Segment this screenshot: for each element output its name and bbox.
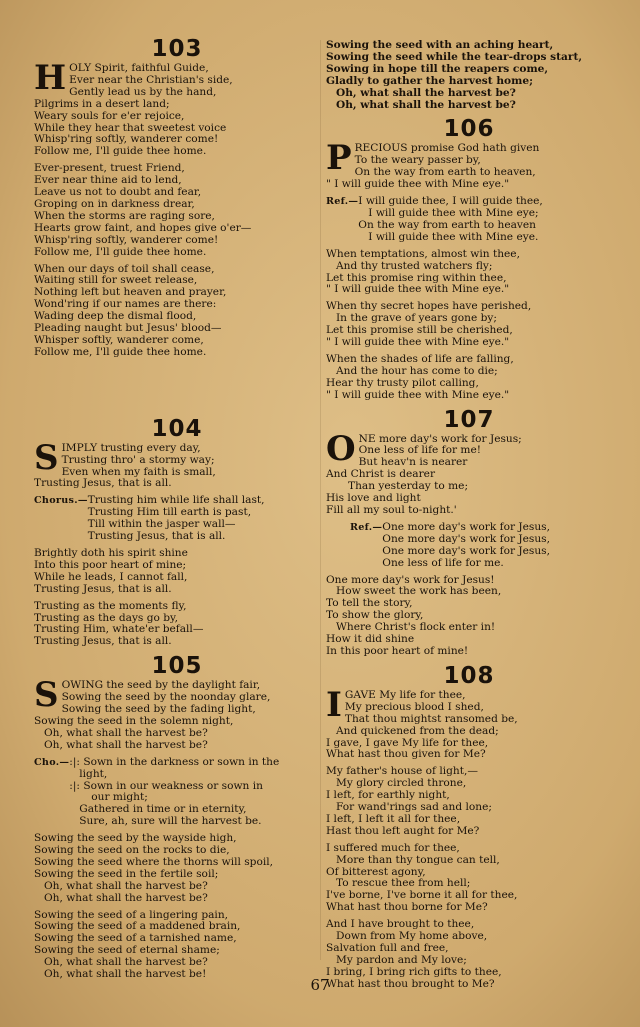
verse-line: On the way from earth to heaven, [354, 166, 536, 179]
verse-line: I bring, I bring rich gifts to thee, [326, 965, 502, 978]
verse-line: Sowing the seed of a maddened brain, [34, 920, 241, 933]
verse-line: More than thy tongue can tell, [336, 853, 500, 866]
hymn-number: 104 [151, 415, 203, 442]
first-line: OLY Spirit, faithful Guide, [69, 62, 209, 74]
verse-line: My precious blood I shed, [344, 700, 484, 713]
verse-line: Sowing the seed with an aching heart, [326, 39, 554, 51]
verse-line: " I will guide thee with Mine eye." [326, 336, 510, 349]
drop-cap: S [34, 437, 59, 478]
verse-line: Sowing the seed in the solemn night, [34, 714, 234, 727]
verse-line: Ever near thine aid to lend, [34, 174, 182, 187]
verse-line: I left, I left it all for thee, [326, 812, 461, 825]
verse-line: our might; [91, 791, 148, 804]
verse-line: Trusting Jesus, that is all. [34, 477, 172, 490]
verse-line: Let this promise ring within thee, [326, 271, 507, 284]
verse-line: When temptations, almost win thee, [326, 247, 520, 260]
verse-line: Follow me, I'll guide thee home. [34, 345, 207, 358]
hymn-number: 103 [151, 36, 203, 62]
verse-line: Follow me, I'll guide thee home. [34, 245, 207, 258]
verse-line: Follow me, I'll guide thee home. [34, 145, 207, 158]
chorus-label: Ref.— [326, 196, 359, 208]
verse-line: Sowing the seed while the tear-drops start, [326, 50, 583, 63]
verse-line: And the hour has come to die; [336, 364, 498, 377]
verse-line: Even when my faith is small, [61, 465, 216, 478]
stanza [34, 437, 320, 491]
verse-line: Nothing left but heaven and prayer, [34, 286, 227, 299]
hymn-105 [34, 653, 320, 981]
verse-line: That thou mightst ransomed be, [344, 712, 518, 725]
stanza [326, 301, 612, 349]
chorus [326, 522, 612, 570]
verse-line: While he leads, I cannot fall, [34, 570, 188, 583]
verse-line: " I will guide thee with Mine eye." [326, 283, 510, 296]
verse-line: Sowing the seed of eternal shame; [34, 944, 220, 957]
verse-line: Ever near the Christian's side, [69, 73, 233, 86]
stanza [34, 264, 320, 359]
verse-line: Sowing the seed where the thorns will spoil, [34, 855, 273, 868]
stanza [34, 910, 320, 981]
verse-line: One more day's work for Jesus, [382, 520, 550, 533]
chorus [34, 495, 320, 543]
chorus [34, 757, 320, 828]
verse-line: One less of life for me! [358, 444, 481, 457]
hymn-number: 105 [151, 653, 203, 680]
stanza [326, 843, 612, 914]
verse-line: One less of life for me. [382, 556, 504, 569]
first-line: RECIOUS promise God hath given [354, 142, 540, 155]
verse-line: When thy secret hopes have perished, [326, 300, 532, 313]
verse-line: Trusting Jesus, that is all. [87, 530, 226, 543]
verse-line: Sowing in hope till the reapers come, [326, 62, 549, 75]
verse-line: Pilgrims in a desert land; [34, 97, 170, 110]
stanza [326, 766, 612, 837]
chorus-label: Chorus.— [34, 495, 88, 507]
verse-line: Pleading naught but Jesus' blood— [34, 322, 222, 335]
first-line: NE more day's work for Jesus; [358, 432, 522, 445]
verse-line: Trusting Jesus, that is all. [34, 635, 172, 648]
verse-line: Hearts grow faint, and hopes give o'er— [34, 221, 252, 234]
verse-line: I've borne, I've borne it all for thee, [326, 889, 518, 902]
verse-line: Hear thy trusty pilot calling, [326, 376, 479, 389]
verse-line: To show the glory, [326, 609, 424, 622]
hymn-105-continued [326, 40, 612, 111]
verse-line: Oh, what shall the harvest be? [336, 98, 516, 111]
verse-line: While they hear that sweetest voice [34, 121, 227, 134]
verse-line: light, [79, 767, 108, 780]
verse-line: Trusting him while life shall last, [87, 494, 265, 507]
verse-line: When our days of toil shall cease, [34, 262, 215, 275]
verse-line: Brightly doth his spirit shine [34, 547, 188, 559]
verse-line: :|: Sown in our weakness or sown in [69, 779, 263, 792]
stanza [326, 428, 612, 517]
stanza [34, 58, 320, 158]
verse-line: Fill all my soul to-night.' [326, 504, 457, 516]
verse-line: Gently lead us by the hand, [69, 85, 217, 98]
verse-line: Weary souls for e'er rejoice, [34, 109, 185, 122]
verse-line: Trusting thro' a stormy way; [61, 453, 215, 466]
stanza [34, 675, 320, 751]
verse-line: Trusting as the days go by, [34, 611, 178, 624]
stanza [34, 163, 320, 258]
verse-line: Groping on in darkness drear, [34, 197, 195, 210]
verse-line: Down from My home above, [336, 930, 488, 943]
verse-line: Trusting as the moments fly, [34, 599, 187, 612]
chorus [326, 196, 612, 244]
verse-line: Wading deep the dismal flood, [34, 310, 197, 323]
hymn-107 [326, 407, 612, 658]
verse-line: To the weary passer by, [354, 154, 481, 167]
verse-line: My father's house of light,— [326, 765, 478, 778]
page-number: 67 [310, 976, 330, 994]
verse-line: And Christ is dearer [326, 468, 436, 481]
verse-line: And thy trusted watchers fly; [336, 259, 493, 272]
verse-line: And quickened from the dead; [336, 724, 499, 737]
verse-line: On the way from earth to heaven [358, 218, 536, 231]
verse-line: I will guide thee with Mine eye; [368, 206, 539, 219]
stanza [326, 138, 612, 191]
verse-line: Trusting Him till earth is past, [87, 506, 252, 519]
drop-cap: P [326, 138, 352, 179]
hymn-number: 108 [443, 662, 495, 689]
verse-line: Oh, what shall the harvest be? [44, 879, 208, 892]
verse-line: Oh, what shall the harvest be? [44, 726, 208, 739]
verse-line: One more day's work for Jesus, [382, 532, 550, 545]
stanza [326, 354, 612, 402]
column-divider [320, 40, 321, 960]
verse-line: I will guide thee with Mine eye. [368, 230, 539, 243]
drop-cap: I [326, 684, 342, 725]
verse-line: Whisp'ring softly, wanderer come! [34, 233, 219, 246]
verse-line: My pardon and My love; [336, 953, 467, 966]
hymn-104 [34, 416, 320, 649]
verse-line: When the storms are raging sore, [34, 209, 215, 222]
verse-line: I left, for earthly night, [326, 789, 450, 802]
verse-line: What hast thou brought to Me? [326, 977, 495, 990]
stanza [326, 249, 612, 297]
verse-line: I gave, I gave My life for thee, [326, 736, 489, 749]
drop-cap: O [326, 428, 356, 469]
stanza [326, 684, 612, 761]
verse-line: I will guide thee, I will guide thee, [358, 195, 543, 208]
verse-line: In the grave of years gone by; [336, 312, 497, 325]
verse-line: Of bitterest agony, [326, 865, 426, 878]
verse-line: Sowing the seed on the rocks to die, [34, 844, 230, 857]
verse-line: Salvation full and free, [326, 942, 449, 954]
verse-line: :|: Sown in the darkness or sown in the [69, 755, 280, 768]
hymn-number: 107 [443, 406, 495, 433]
verse-line: Into this poor heart of mine; [34, 558, 187, 571]
verse-line: In this poor heart of mine! [326, 644, 469, 657]
verse-line: " I will guide thee with Mine eye." [326, 388, 510, 401]
verse-line: What hast thou given for Me? [326, 748, 486, 761]
stanza [34, 601, 320, 649]
verse-line: Oh, what shall the harvest be? [44, 891, 208, 904]
verse-line: I suffered much for thee, [326, 841, 460, 854]
hymn-number: 106 [443, 116, 495, 143]
verse-line: Gathered in time or in eternity, [79, 803, 247, 816]
verse-line: Sowing the seed of a lingering pain, [34, 908, 229, 921]
verse-line: Where Christ's flock enter in! [336, 621, 496, 634]
verse-line: But heav'n is nearer [358, 456, 468, 469]
verse-line: His love and light [326, 492, 421, 505]
first-line: IMPLY trusting every day, [61, 441, 201, 454]
verse-line: Sowing the seed in the fertile soil; [34, 867, 219, 880]
verse-line: How it did shine [326, 633, 415, 646]
hymn-106 [326, 116, 612, 401]
verse-line: Sowing the seed by the fading light, [61, 703, 256, 716]
stanza [34, 833, 320, 904]
verse-line: Oh, what shall the harvest be? [44, 956, 208, 969]
verse-line: Oh, what shall the harvest be! [44, 968, 207, 981]
verse-line: Oh, what shall the harvest be? [44, 738, 208, 751]
verse-line: Wond'ring if our names are there: [34, 298, 217, 311]
drop-cap: S [34, 675, 59, 716]
verse-line: Leave us not to doubt and fear, [34, 186, 202, 199]
stanza [34, 548, 320, 596]
verse-line: Waiting still for sweet release, [34, 274, 198, 287]
verse-line: And I have brought to thee, [326, 918, 475, 931]
drop-cap: H [34, 58, 67, 98]
right-column [326, 40, 612, 996]
verse-line: " I will guide thee with Mine eye." [326, 178, 510, 191]
verse-line: My glory circled throne, [336, 777, 467, 790]
verse-line: Hast thou left aught for Me? [326, 824, 480, 837]
verse-line: Till within the jasper wall— [87, 518, 236, 531]
verse-line: Than yesterday to me; [348, 480, 469, 493]
verse-line: When the shades of life are falling, [326, 352, 514, 365]
hymn-103 [34, 36, 320, 359]
verse-line: To tell the story, [326, 597, 413, 610]
hymn-108 [326, 663, 612, 991]
verse-line: Whisp'ring softly, wanderer come! [34, 133, 219, 146]
stanza [326, 575, 612, 658]
verse-line: Sowing the seed by the wayside high, [34, 832, 237, 845]
verse-line: Trusting Him, whate'er befall— [34, 623, 204, 636]
verse-line: Whisper softly, wanderer come, [34, 333, 204, 346]
verse-line: Ever-present, truest Friend, [34, 162, 185, 175]
verse-line: Sowing the seed by the noonday glare, [61, 691, 271, 704]
left-column [34, 36, 320, 986]
verse-line: How sweet the work has been, [336, 585, 502, 598]
verse-line: One more day's work for Jesus! [326, 573, 495, 586]
first-line: OWING the seed by the daylight fair, [61, 679, 261, 692]
first-line: GAVE My life for thee, [344, 688, 466, 701]
verse-line: Sure, ah, sure will the harvest be. [79, 815, 262, 828]
verse-line: Sowing the seed of a tarnished name, [34, 932, 237, 945]
verse-line: What hast thou borne for Me? [326, 901, 488, 914]
verse-line: Gladly to gather the harvest home; [326, 74, 533, 87]
verse-line: To rescue thee from hell; [336, 877, 471, 890]
verse-line: For wand'rings sad and lone; [336, 801, 492, 814]
verse-line: One more day's work for Jesus, [382, 544, 550, 557]
chorus-label: Cho.— [34, 756, 70, 768]
verse-line: Trusting Jesus, that is all. [34, 582, 172, 595]
verse-line: Let this promise still be cherished, [326, 324, 513, 337]
verse-line: Oh, what shall the harvest be? [336, 86, 516, 99]
chorus-label: Ref.— [350, 521, 383, 533]
